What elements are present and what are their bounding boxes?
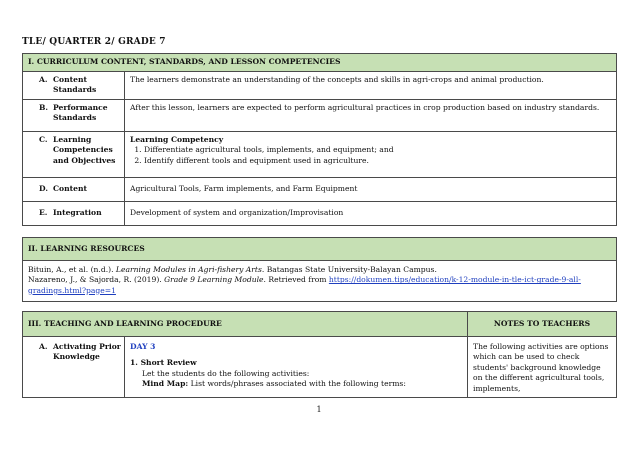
reference-link[interactable]: https://dokumen.tips/education/k-12-module-in-tle-ict-grade-9-all-gradings.html?page=1	[28, 275, 581, 295]
content-value: Agricultural Tools, Farm implements, and Farm Equipment	[125, 178, 617, 202]
performance-standards-label: B. Performance Standards	[23, 100, 125, 132]
notes-text: The following activities are options which can be used to check students' background knowledge on the different agricultural tools, implements,	[468, 337, 617, 398]
activating-prior-knowledge-label: A. Activating Prior Knowledge	[23, 337, 125, 398]
day-label: DAY 3	[130, 342, 156, 351]
competency-item: 2. Identify different tools and equipment used in agriculture.	[144, 156, 611, 166]
learning-competencies-label: C. Learning Competencies and Objectives	[23, 132, 125, 178]
notes-header: NOTES TO TEACHERS	[468, 312, 617, 337]
learning-competencies-value	[125, 132, 617, 178]
activating-content	[125, 337, 468, 398]
reference-2: Nazareno, J., & Sajorda, R. (2019). Grade 9 Learning Module. Retrieved from https://dokumen.tips/education/k-12-module-in-tle-ict-grade-9-all-gradings.html?page=1	[28, 275, 581, 295]
references-cell	[23, 261, 617, 302]
page-number: 1	[316, 405, 322, 414]
learning-resources-table	[22, 237, 617, 302]
short-review-heading: 1. Short Review	[130, 358, 197, 368]
section-3-header: III. TEACHING AND LEARNING PROCEDURE	[23, 312, 468, 337]
instruction-text: Let the students do the following activities:	[142, 368, 310, 378]
reference-1: Bituin, A., et al. (n.d.). Learning Modules in Agri-fishery Arts. Batangas State University-Balayan Campus.	[28, 265, 437, 274]
document-title: TLE/ QUARTER 2/ GRADE 7	[22, 37, 166, 47]
performance-standards-value: After this lesson, learners are expected to perform agricultural practices in crop production based on industry standards.	[125, 100, 617, 132]
learning-competency-heading: Learning Competency	[130, 135, 224, 144]
integration-value: Development of system and organization/Improvisation	[125, 202, 617, 226]
section-2-header: II. LEARNING RESOURCES	[23, 238, 617, 261]
mind-map-text: Mind Map: List words/phrases associated with the following terms:	[142, 379, 406, 389]
curriculum-table	[22, 53, 617, 226]
content-label: D. Content	[23, 178, 125, 202]
integration-label: E. Integration	[23, 202, 125, 226]
competency-item: 1. Differentiate agricultural tools, implements, and equipment; and	[144, 145, 611, 155]
competency-list	[130, 145, 611, 166]
procedure-table	[22, 311, 617, 398]
content-standards-label: A. Content Standards	[23, 72, 125, 100]
section-1-header: I. CURRICULUM CONTENT, STANDARDS, AND LESSON COMPETENCIES	[23, 54, 617, 72]
content-standards-value: The learners demonstrate an understanding of the concepts and skills in agri-crops and animal production.	[125, 72, 617, 100]
